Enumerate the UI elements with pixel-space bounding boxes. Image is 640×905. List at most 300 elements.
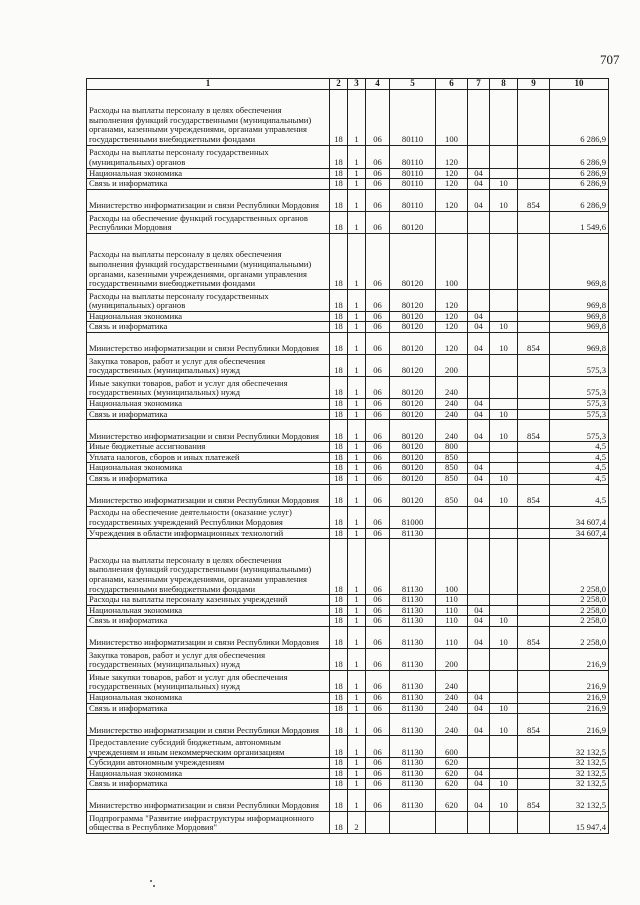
- row-code-c4: 06: [366, 703, 390, 714]
- row-code-c3: 1: [348, 714, 366, 736]
- row-code-c7: [468, 145, 490, 168]
- row-code-c7: 04: [468, 332, 490, 354]
- row-code-c2: 18: [330, 703, 348, 714]
- row-code-c7: 04: [468, 779, 490, 790]
- row-amount: 216,9: [550, 648, 609, 670]
- row-description: Министерство информатизации и связи Республики Мордовия: [87, 789, 330, 811]
- row-code-c3: 1: [348, 89, 366, 145]
- row-code-c6: 120: [436, 311, 468, 322]
- row-code-c6: 240: [436, 376, 468, 398]
- header-cell: 8: [490, 79, 518, 90]
- row-code-c5: 80120: [390, 398, 436, 409]
- row-code-c2: 18: [330, 168, 348, 179]
- row-code-c3: 1: [348, 736, 366, 758]
- row-code-c5: 81130: [390, 626, 436, 648]
- row-code-c5: 80110: [390, 189, 436, 211]
- row-code-c8: 10: [490, 626, 518, 648]
- table-row: [87, 311, 609, 322]
- row-code-c2: 18: [330, 506, 348, 528]
- row-code-c3: 1: [348, 484, 366, 506]
- row-code-c4: 06: [366, 420, 390, 442]
- row-code-c4: 06: [366, 626, 390, 648]
- row-code-c4: [366, 811, 390, 833]
- row-code-c6: 110: [436, 595, 468, 606]
- row-code-c9: [518, 179, 550, 190]
- row-code-c9: [518, 703, 550, 714]
- row-code-c2: 18: [330, 311, 348, 322]
- row-code-c4: 06: [366, 714, 390, 736]
- table-row: [87, 692, 609, 703]
- row-code-c2: 18: [330, 473, 348, 484]
- row-code-c2: 18: [330, 670, 348, 692]
- table-row: [87, 233, 609, 289]
- row-amount: 34 607,4: [550, 528, 609, 539]
- row-code-c7: [468, 595, 490, 606]
- row-code-c7: 04: [468, 420, 490, 442]
- row-code-c8: [490, 145, 518, 168]
- row-code-c2: 18: [330, 648, 348, 670]
- row-code-c6: 200: [436, 648, 468, 670]
- row-code-c5: 81000: [390, 506, 436, 528]
- row-code-c4: 06: [366, 758, 390, 769]
- row-code-c5: 80110: [390, 179, 436, 190]
- row-code-c5: 81130: [390, 736, 436, 758]
- row-amount: 216,9: [550, 670, 609, 692]
- row-code-c4: 06: [366, 354, 390, 376]
- row-description: Расходы на обеспечение деятельности (оказание услуг) государственных учреждений Республики Мордовия: [87, 506, 330, 528]
- row-description: Подпрограмма "Развитие инфраструктуры информационного общества в Республике Мордовия": [87, 811, 330, 833]
- row-code-c2: 18: [330, 289, 348, 311]
- row-code-c6: [436, 211, 468, 233]
- row-code-c8: [490, 595, 518, 606]
- row-code-c8: [490, 692, 518, 703]
- table-row: [87, 145, 609, 168]
- row-code-c7: [468, 811, 490, 833]
- row-code-c6: 100: [436, 89, 468, 145]
- row-amount: 969,8: [550, 233, 609, 289]
- table-row: [87, 211, 609, 233]
- row-code-c9: [518, 528, 550, 539]
- row-description: Уплата налогов, сборов и иных платежей: [87, 452, 330, 463]
- row-code-c9: [518, 442, 550, 453]
- row-code-c2: 18: [330, 409, 348, 420]
- row-code-c5: 81130: [390, 758, 436, 769]
- row-description: Расходы на выплаты персоналу государственных (муниципальных) органов: [87, 289, 330, 311]
- table-row: [87, 626, 609, 648]
- row-code-c8: [490, 211, 518, 233]
- row-code-c9: [518, 648, 550, 670]
- row-code-c3: 1: [348, 376, 366, 398]
- row-code-c5: 80120: [390, 409, 436, 420]
- row-code-c5: 80110: [390, 168, 436, 179]
- row-code-c2: 18: [330, 595, 348, 606]
- row-code-c5: 80120: [390, 473, 436, 484]
- row-code-c4: 06: [366, 89, 390, 145]
- row-code-c7: 04: [468, 473, 490, 484]
- row-description: Министерство информатизации и связи Республики Мордовия: [87, 626, 330, 648]
- row-code-c2: 18: [330, 89, 348, 145]
- row-code-c5: 80120: [390, 311, 436, 322]
- header-cell: 2: [330, 79, 348, 90]
- header-cell: 5: [390, 79, 436, 90]
- row-code-c5: 81130: [390, 528, 436, 539]
- row-code-c9: 854: [518, 420, 550, 442]
- row-amount: 2 258,0: [550, 539, 609, 595]
- row-code-c8: [490, 539, 518, 595]
- row-amount: 4,5: [550, 452, 609, 463]
- row-code-c4: 06: [366, 289, 390, 311]
- row-code-c8: [490, 648, 518, 670]
- row-amount: 32 132,5: [550, 779, 609, 790]
- row-code-c2: 18: [330, 189, 348, 211]
- row-code-c2: 18: [330, 616, 348, 627]
- row-code-c9: [518, 233, 550, 289]
- table-row: [87, 605, 609, 616]
- row-code-c2: 18: [330, 398, 348, 409]
- row-code-c2: 18: [330, 779, 348, 790]
- row-amount: 216,9: [550, 692, 609, 703]
- row-amount: 216,9: [550, 703, 609, 714]
- row-code-c9: 854: [518, 484, 550, 506]
- row-description: Закупка товаров, работ и услуг для обеспечения государственных (муниципальных) нужд: [87, 648, 330, 670]
- row-code-c6: 110: [436, 605, 468, 616]
- row-code-c4: 06: [366, 189, 390, 211]
- row-description: Связь и информатика: [87, 616, 330, 627]
- row-amount: 32 132,5: [550, 758, 609, 769]
- row-code-c7: 04: [468, 714, 490, 736]
- row-description: Министерство информатизации и связи Республики Мордовия: [87, 714, 330, 736]
- row-code-c8: 10: [490, 332, 518, 354]
- row-code-c7: [468, 442, 490, 453]
- row-code-c9: [518, 768, 550, 779]
- row-code-c8: 10: [490, 179, 518, 190]
- row-description: Национальная экономика: [87, 311, 330, 322]
- row-code-c7: [468, 539, 490, 595]
- row-amount: 2 258,0: [550, 616, 609, 627]
- row-code-c7: [468, 506, 490, 528]
- row-code-c8: 10: [490, 616, 518, 627]
- budget-table: [86, 78, 609, 834]
- row-code-c2: 18: [330, 322, 348, 333]
- row-code-c3: 1: [348, 758, 366, 769]
- row-amount: 2 258,0: [550, 605, 609, 616]
- row-code-c4: 06: [366, 484, 390, 506]
- table-row: [87, 506, 609, 528]
- row-code-c4: 06: [366, 768, 390, 779]
- row-code-c2: 18: [330, 376, 348, 398]
- row-code-c7: [468, 289, 490, 311]
- table-row: [87, 189, 609, 211]
- row-amount: 4,5: [550, 463, 609, 474]
- row-code-c3: 1: [348, 463, 366, 474]
- row-code-c5: 80120: [390, 376, 436, 398]
- table-row: [87, 789, 609, 811]
- row-code-c5: 81130: [390, 692, 436, 703]
- table-row: [87, 322, 609, 333]
- table-row: [87, 714, 609, 736]
- row-code-c9: [518, 452, 550, 463]
- row-description: Национальная экономика: [87, 463, 330, 474]
- table-row: [87, 179, 609, 190]
- row-description: Закупка товаров, работ и услуг для обеспечения государственных (муниципальных) нужд: [87, 354, 330, 376]
- row-code-c6: 200: [436, 354, 468, 376]
- row-code-c5: 80120: [390, 332, 436, 354]
- row-amount: 15 947,4: [550, 811, 609, 833]
- row-code-c6: 800: [436, 442, 468, 453]
- row-code-c5: 81130: [390, 605, 436, 616]
- row-code-c4: 06: [366, 595, 390, 606]
- row-code-c5: 80120: [390, 420, 436, 442]
- row-code-c9: [518, 779, 550, 790]
- row-code-c9: [518, 595, 550, 606]
- row-description: Министерство информатизации и связи Республики Мордовия: [87, 484, 330, 506]
- row-code-c9: 854: [518, 332, 550, 354]
- row-amount: 575,3: [550, 409, 609, 420]
- row-code-c3: 1: [348, 442, 366, 453]
- row-code-c6: 620: [436, 779, 468, 790]
- row-description: Министерство информатизации и связи Республики Мордовия: [87, 332, 330, 354]
- row-description: Министерство информатизации и связи Республики Мордовия: [87, 189, 330, 211]
- row-code-c2: 18: [330, 452, 348, 463]
- row-code-c7: [468, 758, 490, 769]
- row-amount: 575,3: [550, 376, 609, 398]
- row-code-c3: 1: [348, 398, 366, 409]
- row-code-c4: 06: [366, 452, 390, 463]
- row-code-c9: [518, 322, 550, 333]
- row-code-c4: 06: [366, 789, 390, 811]
- row-amount: 32 132,5: [550, 768, 609, 779]
- row-code-c6: 120: [436, 322, 468, 333]
- row-code-c7: 04: [468, 768, 490, 779]
- row-code-c4: 06: [366, 473, 390, 484]
- row-code-c9: [518, 605, 550, 616]
- row-code-c5: 81130: [390, 768, 436, 779]
- row-code-c8: 10: [490, 322, 518, 333]
- row-code-c4: 06: [366, 311, 390, 322]
- row-code-c8: [490, 442, 518, 453]
- row-code-c3: 1: [348, 779, 366, 790]
- row-code-c5: 81130: [390, 616, 436, 627]
- row-code-c4: 06: [366, 692, 390, 703]
- table-row: [87, 442, 609, 453]
- row-code-c6: 120: [436, 168, 468, 179]
- row-code-c8: 10: [490, 714, 518, 736]
- header-row: [87, 79, 609, 90]
- row-code-c5: 80110: [390, 145, 436, 168]
- row-code-c2: 18: [330, 463, 348, 474]
- row-description: Расходы на выплаты персоналу в целях обеспечения выполнения функций государственными (муниципальными) органами, казенными учреждениями, органами управления государственными внебюджетными фондами: [87, 89, 330, 145]
- row-code-c4: 06: [366, 409, 390, 420]
- row-code-c3: 1: [348, 605, 366, 616]
- row-code-c4: 06: [366, 233, 390, 289]
- row-code-c6: 850: [436, 473, 468, 484]
- row-code-c3: 1: [348, 789, 366, 811]
- table-row: [87, 811, 609, 833]
- row-code-c2: 18: [330, 758, 348, 769]
- table-row: [87, 670, 609, 692]
- row-code-c3: 1: [348, 354, 366, 376]
- row-code-c4: 06: [366, 442, 390, 453]
- row-code-c6: 620: [436, 789, 468, 811]
- row-code-c4: 06: [366, 168, 390, 179]
- row-code-c4: 06: [366, 506, 390, 528]
- row-code-c9: 854: [518, 189, 550, 211]
- row-code-c8: [490, 811, 518, 833]
- row-code-c5: [390, 811, 436, 833]
- header-cell: 9: [518, 79, 550, 90]
- row-code-c7: 04: [468, 322, 490, 333]
- row-code-c2: 18: [330, 768, 348, 779]
- row-code-c5: 80120: [390, 233, 436, 289]
- row-code-c3: 1: [348, 179, 366, 190]
- row-code-c5: 81130: [390, 779, 436, 790]
- row-code-c9: [518, 168, 550, 179]
- row-code-c9: [518, 811, 550, 833]
- row-description: Иные закупки товаров, работ и услуг для обеспечения государственных (муниципальных) нужд: [87, 376, 330, 398]
- row-code-c3: 1: [348, 626, 366, 648]
- row-code-c5: 80120: [390, 484, 436, 506]
- table-row: [87, 289, 609, 311]
- row-amount: 6 286,9: [550, 189, 609, 211]
- row-code-c7: [468, 211, 490, 233]
- row-description: Расходы на выплаты персоналу казенных учреждений: [87, 595, 330, 606]
- row-code-c9: [518, 616, 550, 627]
- row-code-c3: 2: [348, 811, 366, 833]
- row-code-c7: 04: [468, 484, 490, 506]
- table-row: [87, 703, 609, 714]
- row-code-c9: [518, 463, 550, 474]
- row-description: Связь и информатика: [87, 409, 330, 420]
- row-amount: 32 132,5: [550, 789, 609, 811]
- row-code-c3: 1: [348, 409, 366, 420]
- row-code-c8: [490, 758, 518, 769]
- row-code-c7: [468, 670, 490, 692]
- row-code-c6: 120: [436, 189, 468, 211]
- table-row: [87, 89, 609, 145]
- row-description: Учреждения в области информационных технологий: [87, 528, 330, 539]
- table-row: [87, 473, 609, 484]
- row-code-c5: 81130: [390, 648, 436, 670]
- table-row: [87, 484, 609, 506]
- row-code-c3: 1: [348, 145, 366, 168]
- row-code-c3: 1: [348, 233, 366, 289]
- row-code-c4: 06: [366, 670, 390, 692]
- table-row: [87, 539, 609, 595]
- row-amount: 32 132,5: [550, 736, 609, 758]
- row-code-c8: 10: [490, 189, 518, 211]
- row-code-c9: [518, 289, 550, 311]
- row-amount: 969,8: [550, 332, 609, 354]
- row-code-c3: 1: [348, 670, 366, 692]
- header-cell: 6: [436, 79, 468, 90]
- row-code-c9: [518, 409, 550, 420]
- row-code-c6: [436, 528, 468, 539]
- row-code-c9: [518, 758, 550, 769]
- row-code-c2: 18: [330, 736, 348, 758]
- row-code-c9: [518, 736, 550, 758]
- row-code-c7: 04: [468, 692, 490, 703]
- row-code-c9: 854: [518, 714, 550, 736]
- row-code-c8: [490, 311, 518, 322]
- row-amount: 969,8: [550, 289, 609, 311]
- row-code-c6: 120: [436, 289, 468, 311]
- row-amount: 6 286,9: [550, 179, 609, 190]
- row-code-c6: 240: [436, 398, 468, 409]
- row-code-c8: [490, 528, 518, 539]
- row-code-c8: [490, 463, 518, 474]
- row-code-c3: 1: [348, 311, 366, 322]
- row-code-c6: [436, 811, 468, 833]
- row-code-c6: 110: [436, 616, 468, 627]
- row-code-c3: 1: [348, 703, 366, 714]
- row-description: Субсидии автономным учреждениям: [87, 758, 330, 769]
- row-code-c3: 1: [348, 528, 366, 539]
- row-code-c4: 06: [366, 463, 390, 474]
- row-code-c9: [518, 376, 550, 398]
- row-code-c3: 1: [348, 289, 366, 311]
- row-code-c6: 600: [436, 736, 468, 758]
- row-amount: 2 258,0: [550, 626, 609, 648]
- row-code-c6: 120: [436, 145, 468, 168]
- row-code-c8: [490, 354, 518, 376]
- row-code-c7: 04: [468, 311, 490, 322]
- table-row: [87, 398, 609, 409]
- table-row: [87, 409, 609, 420]
- row-code-c8: [490, 289, 518, 311]
- row-code-c9: [518, 145, 550, 168]
- header-cell: 3: [348, 79, 366, 90]
- header-cell: 4: [366, 79, 390, 90]
- row-code-c8: 10: [490, 473, 518, 484]
- row-amount: 969,8: [550, 311, 609, 322]
- row-code-c2: 18: [330, 605, 348, 616]
- row-description: Расходы на обеспечение функций государственных органов Республики Мордовия: [87, 211, 330, 233]
- row-amount: 216,9: [550, 714, 609, 736]
- row-code-c8: 10: [490, 420, 518, 442]
- table-row: [87, 736, 609, 758]
- row-code-c5: 81130: [390, 595, 436, 606]
- table-row: [87, 354, 609, 376]
- row-code-c8: [490, 768, 518, 779]
- row-code-c5: 81130: [390, 539, 436, 595]
- row-code-c5: 81130: [390, 714, 436, 736]
- row-code-c6: 850: [436, 463, 468, 474]
- row-code-c9: [518, 354, 550, 376]
- page-number: 707: [600, 52, 620, 67]
- row-code-c3: 1: [348, 452, 366, 463]
- row-code-c8: 10: [490, 409, 518, 420]
- row-code-c7: 04: [468, 463, 490, 474]
- row-code-c6: 240: [436, 670, 468, 692]
- table-row: [87, 452, 609, 463]
- row-code-c6: 620: [436, 758, 468, 769]
- row-code-c2: 18: [330, 332, 348, 354]
- row-code-c2: 18: [330, 714, 348, 736]
- table-row: [87, 420, 609, 442]
- row-amount: 4,5: [550, 473, 609, 484]
- row-code-c6: 240: [436, 692, 468, 703]
- row-code-c8: 10: [490, 703, 518, 714]
- row-code-c2: 18: [330, 626, 348, 648]
- row-code-c9: [518, 539, 550, 595]
- table-row: [87, 528, 609, 539]
- header-cell: 1: [87, 79, 330, 90]
- row-code-c8: [490, 506, 518, 528]
- row-code-c3: 1: [348, 322, 366, 333]
- row-code-c2: 18: [330, 145, 348, 168]
- row-code-c9: 854: [518, 626, 550, 648]
- header-cell: 7: [468, 79, 490, 90]
